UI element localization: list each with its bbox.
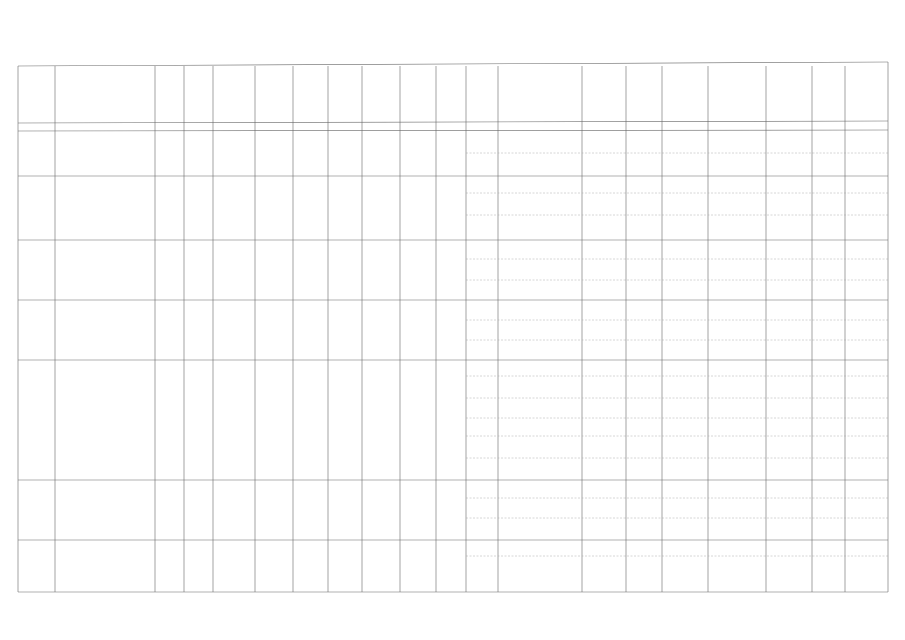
table-top-border [18, 62, 888, 66]
header-bottom-line [18, 121, 888, 123]
column-separators [55, 66, 845, 592]
column-number-row-line [18, 130, 888, 131]
subrow-separators [466, 153, 888, 556]
record-separators [18, 176, 888, 540]
